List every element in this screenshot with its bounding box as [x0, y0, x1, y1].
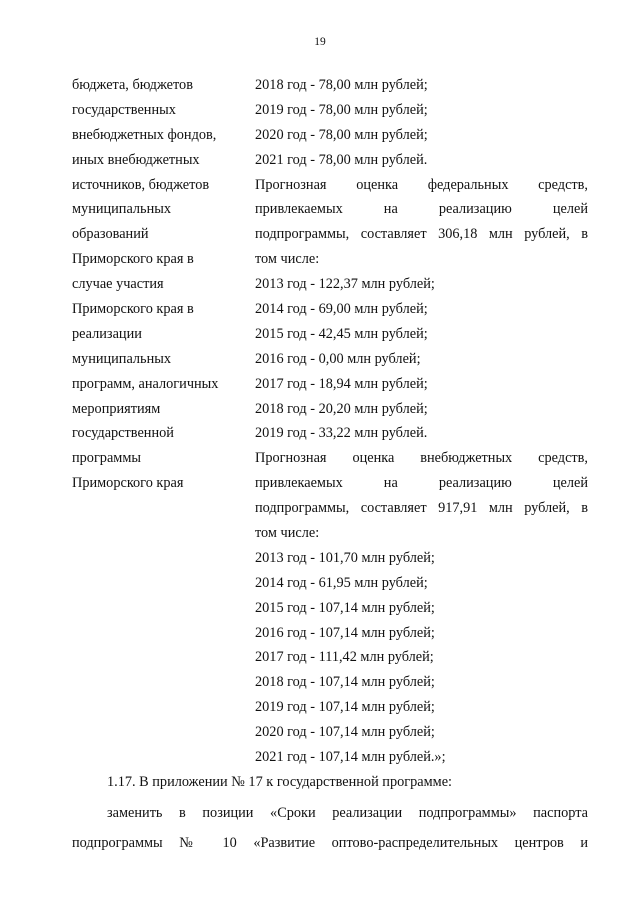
item-heading: 1.17. В приложении № 17 к государственной программе:: [107, 774, 453, 790]
federal-estimate-line: Прогнозная оценка федеральных средств,: [255, 176, 588, 193]
funding-year-line: 2015 год - 107,14 млн рублей;: [255, 599, 435, 616]
label-line: Приморского края: [72, 475, 184, 492]
extrabudgetary-estimate-line: том числе:: [255, 525, 320, 542]
label-line: образований: [72, 226, 149, 243]
label-line: случае участия: [72, 276, 164, 293]
funding-year-line: 2013 год - 122,37 млн рублей;: [255, 276, 435, 293]
funding-year-line: 2018 год - 20,20 млн рублей;: [255, 400, 428, 417]
label-line: бюджета, бюджетов: [72, 77, 193, 93]
federal-estimate-line: привлекаемых на реализацию целей: [255, 201, 588, 218]
funding-year-line: 2016 год - 107,14 млн рублей;: [255, 624, 435, 641]
funding-year-line: 2019 год - 107,14 млн рублей;: [255, 699, 435, 716]
label-line: муниципальных: [72, 201, 171, 218]
label-line: реализации: [72, 325, 142, 342]
label-line: программы: [72, 450, 142, 467]
funding-year-line: 2019 год - 33,22 млн рублей.: [255, 425, 428, 442]
extrabudgetary-estimate-line: подпрограммы, составляет 917,91 млн рублей, в: [255, 500, 588, 517]
funding-year-line: 2021 год - 78,00 млн рублей.: [255, 151, 428, 168]
funding-year-line: 2017 год - 18,94 млн рублей;: [255, 375, 428, 392]
label-line: внебюджетных фондов,: [72, 126, 217, 143]
funding-year-line: 2018 год - 78,00 млн рублей;: [255, 77, 428, 93]
federal-estimate-line: подпрограммы, составляет 306,18 млн рублей, в: [255, 226, 588, 243]
label-line: муниципальных: [72, 350, 171, 367]
funding-year-line: 2014 год - 69,00 млн рублей;: [255, 301, 428, 318]
funding-year-line: 2019 год - 78,00 млн рублей;: [255, 101, 428, 118]
label-line: источников, бюджетов: [72, 176, 210, 193]
page-number: 19: [314, 36, 326, 48]
extrabudgetary-estimate-line: привлекаемых на реализацию целей: [255, 475, 588, 492]
passport-field-label-column: [72, 73, 247, 496]
amendment-section: [72, 770, 588, 856]
funding-year-line: 2020 год - 107,14 млн рублей;: [255, 724, 435, 741]
instruction-line: заменить в позиции «Сроки реализации подпрограммы» паспорта: [107, 805, 588, 821]
extrabudgetary-estimate-line: Прогнозная оценка внебюджетных средств,: [255, 450, 588, 467]
label-line: мероприятиям: [72, 400, 161, 417]
federal-estimate-line: том числе:: [255, 251, 320, 268]
label-line: государственной: [72, 425, 174, 442]
label-line: государственных: [72, 101, 176, 118]
funding-year-line: 2013 год - 101,70 млн рублей;: [255, 549, 435, 566]
label-line: Приморского края в: [72, 301, 194, 318]
funding-year-line: 2018 год - 107,14 млн рублей;: [255, 674, 435, 691]
funding-year-line: 2020 год - 78,00 млн рублей;: [255, 126, 428, 143]
instruction-line: подпрограммы № 10 «Развитие оптово-распределительных центров и: [72, 835, 588, 851]
funding-details-column: [255, 73, 588, 770]
funding-year-line: 2017 год - 111,42 млн рублей;: [255, 649, 434, 666]
funding-year-line: 2016 год - 0,00 млн рублей;: [255, 350, 421, 367]
label-line: иных внебюджетных: [72, 151, 200, 168]
label-line: программ, аналогичных: [72, 375, 219, 392]
funding-year-line: 2014 год - 61,95 млн рублей;: [255, 574, 428, 591]
funding-year-line: 2021 год - 107,14 млн рублей.»;: [255, 749, 446, 766]
funding-year-line: 2015 год - 42,45 млн рублей;: [255, 325, 428, 342]
label-line: Приморского края в: [72, 251, 194, 268]
